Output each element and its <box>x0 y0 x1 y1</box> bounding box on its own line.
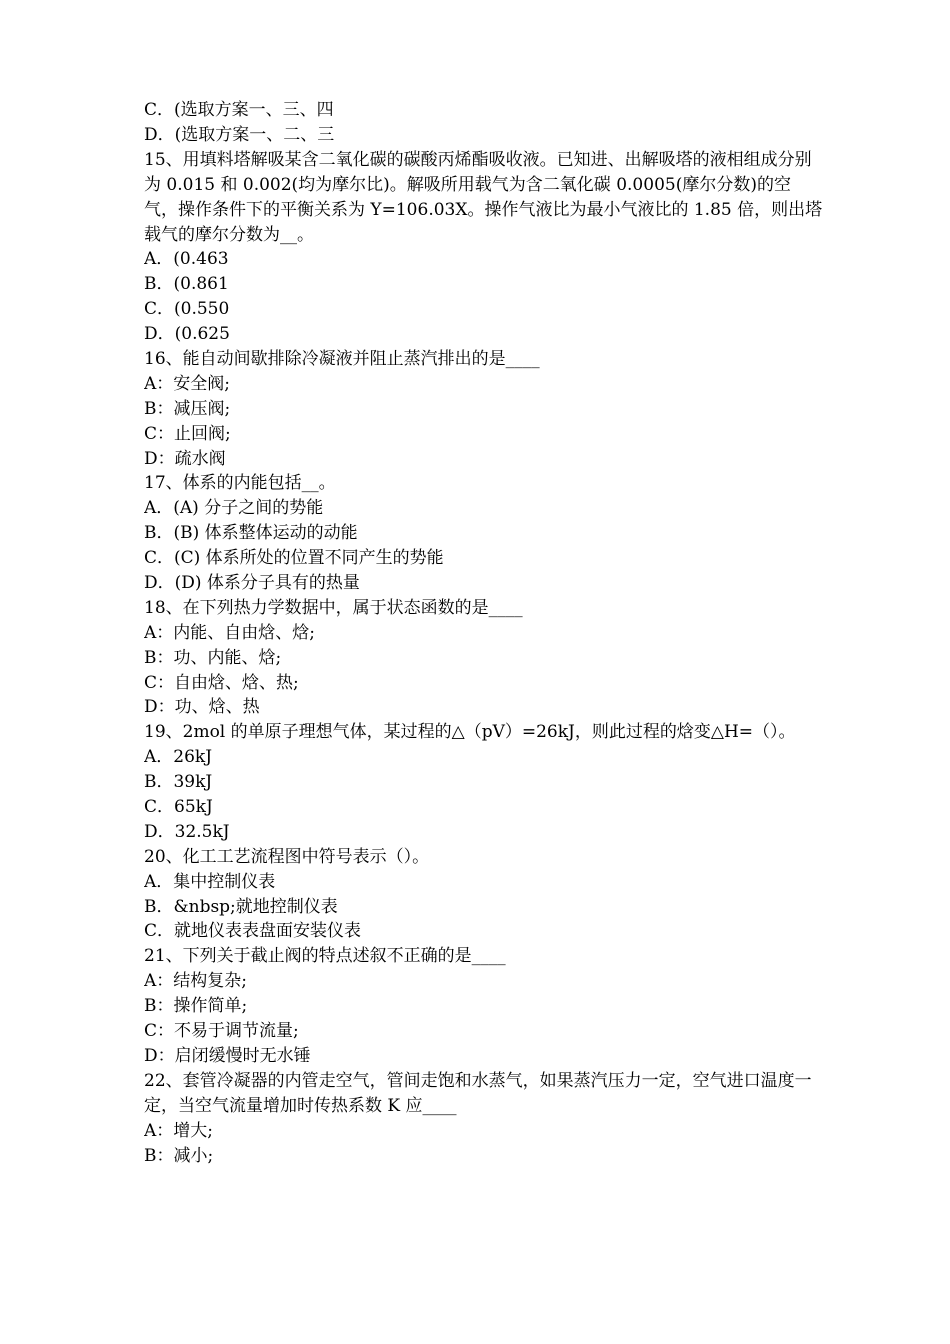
option-line: C：不易于调节流量; <box>144 1021 299 1042</box>
option-line: B．&nbsp;就地控制仪表 <box>144 896 338 917</box>
question-17: 17、体系的内能包括__。 <box>144 473 336 494</box>
option-line: B：减小; <box>144 1145 214 1166</box>
option-line: D：功、焓、热 <box>144 697 260 718</box>
option-line: B：减压阀; <box>144 398 231 419</box>
question-20: 20、化工工艺流程图中符号表示（）。 <box>144 846 430 867</box>
option-line: C．就地仪表表盘面安装仪表 <box>144 921 362 942</box>
option-line: D．32.5kJ <box>144 821 230 842</box>
document-page <box>144 98 824 1168</box>
option-line: D：疏水阀 <box>144 448 226 469</box>
option-line: A：增大; <box>144 1120 214 1141</box>
option-line: A．(0.463 <box>144 249 229 270</box>
option-line: A．集中控制仪表 <box>144 871 276 892</box>
option-line: C：自由焓、焓、热; <box>144 672 299 693</box>
option-line: B：操作简单; <box>144 996 248 1017</box>
option-line: D：启闭缓慢时无水锤 <box>144 1045 311 1066</box>
option-line: A．(A) 分子之间的势能 <box>144 498 324 519</box>
question-21: 21、下列关于截止阀的特点述叙不正确的是____ <box>144 946 506 967</box>
question-15: 15、用填料塔解吸某含二氧化碳的碳酸丙烯酯吸收液。已知进、出解吸塔的液相组成分别为 0.015 和 0.002(均为摩尔比)。解吸所用载气为含二氧化碳 0.0005(摩尔分数)的空气，操作条件下的平衡关系为 Y=106.03X。操作气液比为最小气液比的 1.85 倍，则出塔载气的摩尔分数为__。 <box>144 149 823 245</box>
question-16: 16、能自动间歇排除冷凝液并阻止蒸汽排出的是____ <box>144 348 540 369</box>
option-line: B．(B) 体系整体运动的动能 <box>144 523 358 544</box>
option-line: A．26kJ <box>144 747 213 768</box>
option-line: D．(0.625 <box>144 324 230 345</box>
option-line: A：内能、自由焓、焓; <box>144 622 316 643</box>
option-line: C：止回阀; <box>144 423 231 444</box>
option-line: B：功、内能、焓; <box>144 647 282 668</box>
option-line: B．(0.861 <box>144 274 229 295</box>
option-line: C．65kJ <box>144 797 213 818</box>
option-line: D．(选取方案一、二、三 <box>144 124 335 145</box>
option-line: A：结构复杂; <box>144 971 248 992</box>
question-19: 19、2mol 的单原子理想气体，某过程的△（pV）=26kJ，则此过程的焓变△H=（）。 <box>144 722 796 743</box>
question-22: 22、套管冷凝器的内管走空气，管间走饱和水蒸气，如果蒸汽压力一定，空气进口温度一定，当空气流量增加时传热系数 K 应____ <box>144 1070 812 1116</box>
option-line: C．(C) 体系所处的位置不同产生的势能 <box>144 548 444 569</box>
option-line: C．(0.550 <box>144 299 230 320</box>
option-line: C．(选取方案一、三、四 <box>144 100 334 120</box>
option-line: D．(D) 体系分子具有的热量 <box>144 572 360 593</box>
option-line: B．39kJ <box>144 772 213 793</box>
option-line: A：安全阀; <box>144 373 231 394</box>
question-18: 18、在下列热力学数据中，属于状态函数的是____ <box>144 597 523 618</box>
